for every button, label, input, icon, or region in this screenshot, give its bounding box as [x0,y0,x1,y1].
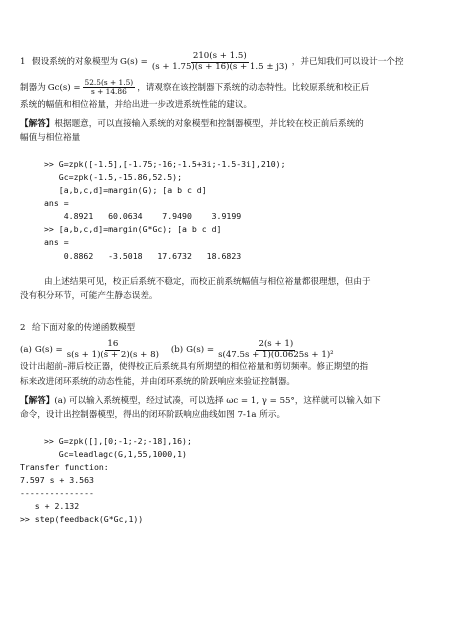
code-line: Gc=zpk(-1.5,-15.86,52.5); [44,171,183,182]
model-b-label: (b) [170,344,184,355]
Gc-fraction [83,79,136,97]
model-b-lhs: G(s) = [186,344,215,355]
problem-2-title: 给下面对象的传递函数模型 [32,323,136,334]
problem-1-code-block [20,158,452,263]
problem-1-line-2 [20,79,452,97]
model-b-numerator: 2(s + 1) [258,338,294,349]
problem-1-conclusion: 由上述结果可见，校正后系统不稳定，而校正前系统幅值与相位裕量都很理想，但由于 [44,276,371,287]
problem-2-title-line [20,323,452,333]
code-line: 7.597 s + 3.563 [20,475,94,486]
problem-2-models [20,340,452,361]
problem-1-answer [20,119,452,129]
problem-1-number: 1 [20,57,26,68]
Gc-denominator: s + 14.86 [90,87,127,97]
model-a-lhs: G(s) = [34,344,63,355]
problem-1-line-3: 系统的幅值和相位裕量，并给出进一步改进系统性能的建议。 [20,99,253,110]
answer-label: 【解答】 [20,119,55,130]
problem-1-line-2-b: ，请观察在该控制器下系统的动态特性。比较原系统和校正后 [137,82,370,93]
problem-2-number: 2 [20,323,26,334]
model-a-fraction [65,340,161,361]
problem-2-text-1: 设计出超前–滞后校正器，使得校正后系统具有所期望的相位裕量和剪切频率。修正期望的指 [20,362,369,373]
code-line: >> G=zpk([-1.5],[-1.75;-16;-1.5+3i;-1.5-3i],210); [44,158,286,169]
problem-1-conclusion-2: 没有积分环节，可能产生静态误差。 [20,291,158,302]
answer-text: 根据题意，可以直接输入系统的对象模型和控制器模型，并比较在校正前后系统的 [54,119,364,130]
code-line: 4.8921 60.0634 7.9490 3.9199 [44,211,242,222]
model-a-numerator: 16 [107,338,119,349]
document-page [20,52,452,527]
code-line: ans = [44,237,69,248]
problem-2-answer-2: 命令，设计出控制器模型，得出的闭环阶跃响应曲线如图 7-1a 所示。 [20,410,286,421]
problem-2-text-2: 标来改进闭环系统的动态性能，并由闭环系统的阶跃响应来验证控制器。 [20,376,296,387]
code-line: s + 2.132 [20,501,80,512]
code-line: >> G=zpk([],[0;-1;-2;-18],16); [44,435,192,446]
code-line: >> [a,b,c,d]=margin(G*Gc); [a b c d] [44,224,222,235]
problem-1-line-2-a: 制器为 [20,82,46,93]
problem-1-statement-a: 假设系统的对象模型为 [32,57,118,68]
code-line: Gc=leadlagc(G,1,55,1000,1) [44,448,187,459]
model-a-label: (a) [20,344,32,355]
model-a-denominator: s(s + 1)(s + 2)(s + 8) [66,349,159,360]
code-line: --------------- [20,488,94,499]
code-line: Transfer function: [20,461,109,472]
problem-1-statement-b: ，并已知我们可以设计一个控 [291,57,404,68]
code-line: 0.8862 -3.5018 17.6732 18.6823 [44,250,242,261]
Gc-lhs: Gc(s) = [47,82,81,93]
code-line: ans = [44,198,69,209]
code-line: >> step(feedback(G*Gc,1)) [20,514,144,525]
answer-label: 【解答】 [20,396,55,407]
problem-1-line-1 [20,52,452,73]
problem-2-answer [20,396,452,406]
model-b-fraction [216,340,336,361]
G-denominator: (s + 1.75)(s + 16)(s + 1.5 ± j3) [151,61,288,72]
G-numerator: 210(s + 1.5) [192,51,247,61]
code-line: [a,b,c,d]=margin(G); [a b c d] [44,184,207,195]
problem-1-answer-2: 幅值与相位裕量 [20,133,81,144]
problem-2-code-block [20,435,452,461]
answer-text: (a) 可以输入系统模型，经过试凑，可以选择 ωc = 1, γ = 55°，这样就可以输入如下 [54,396,381,407]
G-lhs: G(s) = [119,57,148,68]
model-b-denominator: s(47.5s + 1)(0.0625s + 1)² [218,349,334,360]
G-fraction [150,52,290,73]
Gc-numerator: 52.5(s + 1.5) [84,77,134,87]
